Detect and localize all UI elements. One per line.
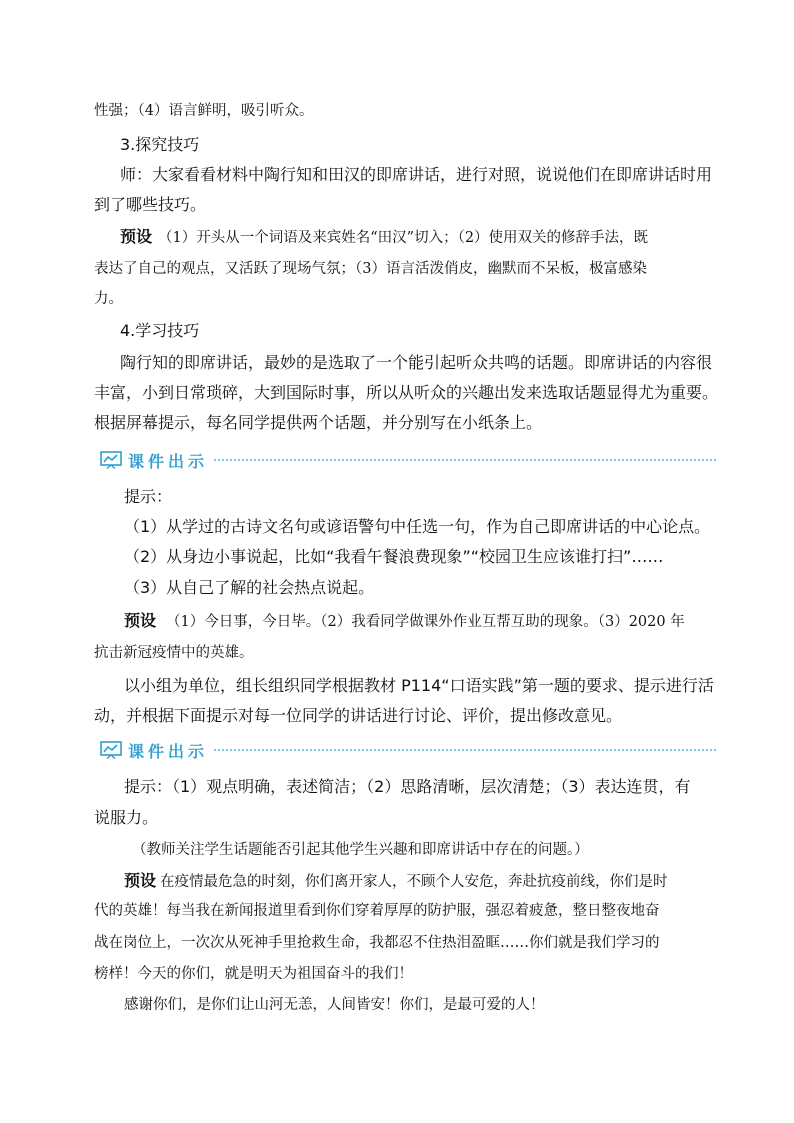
paragraph-line: 表达了自己的观点，又活跃了现场气氛；（3）语言活泼俏皮，幽默而不呆板，极富感染 — [94, 261, 647, 277]
preset-label: 预设 — [124, 871, 157, 890]
presentation-chart-icon — [100, 741, 122, 759]
hint-item: （2）从身边小事说起，比如“我看午餐浪费现象”“校园卫生应该谁打扫”…… — [124, 547, 664, 566]
paragraph-line: 丰富，小到日常琐碎，大到国际时事，所以从听众的兴趣出发来选取话题显得尤为重要。 — [94, 383, 719, 402]
courseware-section-header — [100, 448, 716, 472]
preset-text: （1）开头从一个词语及来宾姓名“田汉”切入；（2）使用双关的修辞手法，既 — [158, 230, 649, 246]
subheading-learn-skills: 4.学习技巧 — [120, 321, 200, 340]
paragraph-line: 提示：（1）观点明确，表述简洁；（2）思路清晰，层次清楚；（3）表达连贯，有 — [124, 777, 691, 796]
paragraph-line: 陶行知的即席讲话，最妙的是选取了一个能引起听众共鸣的话题。即席讲话的内容很 — [120, 353, 713, 372]
preset-line — [124, 868, 668, 895]
paragraph-line: 榜样！今天的你们，就是明天为祖国奋斗的我们！ — [94, 966, 413, 982]
preset-text: 在疫情最危急的时刻，你们离开家人，不顾个人安危，奔赴抗疫前线，你们是时 — [160, 874, 668, 890]
paragraph-line: 根据屏幕提示，每名同学提供两个话题，并分别写在小纸条上。 — [94, 413, 543, 432]
courseware-section-header — [100, 738, 716, 762]
paragraph-line: 动，并根据下面提示对每一位同学的讲话进行讨论、评价，提出修改意见。 — [94, 706, 623, 725]
hint-label: 提示： — [124, 487, 173, 506]
preset-label: 预设 — [120, 227, 153, 246]
paragraph-line: 以小组为单位，组长组织同学根据教材 P114“口语实践”第一题的要求、提示进行活 — [124, 676, 714, 695]
teacher-note: （教师关注学生话题能否引起其他学生兴趣和即席讲话中存在的问题。） — [132, 842, 589, 858]
paragraph-line: 感谢你们，是你们让山河无恙，人间皆安！你们，是最可爱的人！ — [124, 997, 545, 1013]
paragraph-line: 抗击新冠疫情中的英雄。 — [94, 645, 254, 661]
paragraph-line: 说服力。 — [94, 808, 159, 827]
paragraph-line: 代的英雄！每当我在新闻报道里看到你们穿着厚厚的防护服，强忍着疲惫，整日整夜地奋 — [94, 903, 660, 919]
hint-item: （3）从自己了解的社会热点说起。 — [124, 578, 375, 597]
dotted-divider — [214, 459, 716, 461]
preset-text: （1）今日事，今日毕。（2）我看同学做课外作业互帮互助的现象。（3）2020 年 — [166, 614, 685, 630]
paragraph-line: 性强；（4）语言鲜明，吸引听众。 — [94, 103, 314, 119]
preset-label: 预设 — [124, 611, 157, 630]
subheading-explore-skills: 3.探究技巧 — [120, 135, 200, 154]
preset-line — [120, 224, 648, 251]
section-title: 课件出示 — [128, 741, 209, 761]
preset-line — [124, 608, 685, 635]
section-title: 课件出示 — [128, 451, 209, 471]
paragraph-line: 力。 — [94, 291, 123, 307]
paragraph-line: 师：大家看看材料中陶行知和田汉的即席讲话，进行对照，说说他们在即席讲话时用 — [120, 165, 713, 184]
paragraph-line: 到了哪些技巧。 — [94, 195, 207, 214]
dotted-divider — [214, 749, 716, 751]
paragraph-line: 战在岗位上，一次次从死神手里抢救生命，我都忍不住热泪盈眶……你们就是我们学习的 — [94, 935, 660, 951]
hint-item: （1）从学过的古诗文名句或谚语警句中任选一句，作为自己即席讲话的中心论点。 — [124, 517, 711, 536]
presentation-chart-icon — [100, 451, 122, 469]
